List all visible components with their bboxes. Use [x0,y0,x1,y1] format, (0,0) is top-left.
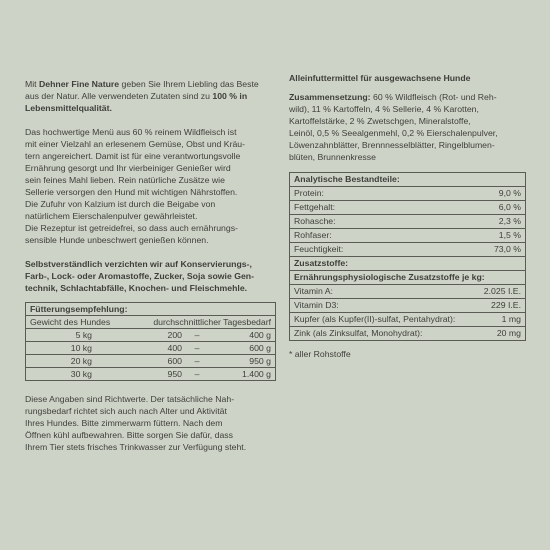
free-from-line: Selbstverständlich verzichten wir auf Konservierungs-, [25,259,252,269]
analysis-value: 1,5 % [475,229,525,243]
notes-line: Ihres Hundes. Bitte zimmerwarm füttern. Nach dem [25,418,223,428]
brand-name: Dehner Fine Nature [39,79,120,89]
composition-line: Leinöl, 0,5 % Seealgenmehl, 0,2 % Eierschalenpulver, [289,128,498,138]
feeding-dash: – [186,329,208,342]
additive-label: Zink (als Zinksulfat, Monohydrat): [294,328,423,338]
table-row [26,342,276,355]
description-line: Das hochwertige Menü aus 60 % reinem Wildfleisch ist [25,127,237,137]
analysis-table [289,172,526,341]
description-line: Sellerie versorgen den Hund mit wichtigen Nährstoffen. [25,187,238,197]
feeding-dash: – [194,369,200,379]
feeding-col-amount: durchschnittlicher Tagesbedarf [118,316,276,329]
table-row [26,368,276,381]
intro-paragraph [25,78,275,114]
notes-paragraph [25,393,275,453]
intro-text: geben Sie Ihrem Liebling das Beste aus der Natur. Alle verwendeten Zutaten sind zu [25,79,259,101]
additive-label: Vitamin D3: [290,299,476,313]
analysis-value: 73,0 % [475,243,525,257]
feeding-to: 1.400 g [242,369,271,379]
notes-line: Öffnen kühl aufbewahren. Bitte sorgen Sie dafür, dass [25,430,233,440]
free-from-paragraph [25,258,275,294]
analysis-label: Feuchtigkeit: [290,243,476,257]
composition-paragraph [289,91,526,163]
additive-value: 229 I.E. [475,299,525,313]
intro-text: Mit [25,79,39,89]
additive-label: Vitamin A: [290,285,476,299]
additive-value: 2.025 I.E. [475,285,525,299]
quality-claim: 100 % in Lebensmittelqualität. [25,91,248,113]
feeding-table [25,302,276,381]
additive-value: 1 mg [475,313,525,327]
feeding-to: 950 g [208,355,276,368]
free-from-line: Farb-, Lock- oder Aromastoffe, Zucker, Soja sowie Gen- [25,271,254,281]
table-row [290,327,526,341]
description-line: tern angereichert. Damit ist für eine verantwortungsvolle [25,151,241,161]
analysis-value: 9,0 % [475,187,525,201]
table-row [290,285,526,299]
analysis-label: Rohasche: [290,215,476,229]
description-line: sein feines Mahl lieben. Rein natürliche Zusätze wie [25,175,225,185]
composition-line: Löwenzahnblätter, Brennnesselblätter, Ringelblumen- [289,140,495,150]
table-row [290,313,526,327]
table-row [290,201,526,215]
description-line: mit einer Vielzahl an erlesenem Gemüse, Obst und Kräu- [25,139,246,149]
composition-line: Kartoffelstärke, 2 % Zwetschgen, Mineralstoffe, [289,116,471,126]
analysis-title: Analytische Bestandteile: [290,173,526,187]
analysis-label: Fettgehalt: [290,201,476,215]
feeding-weight: 5 kg [26,329,119,342]
feeding-title: Fütterungsempfehlung: [26,303,276,316]
additive-value: 20 mg [496,328,521,338]
table-row [26,355,276,368]
notes-line: Diese Angaben sind Richtwerte. Der tatsächliche Nah- [25,394,235,404]
feeding-from: 200 [118,329,186,342]
table-row [290,229,526,243]
composition-line: 60 % Wildfleisch (Rot- und Reh- [370,92,497,102]
feeding-from: 950 [167,369,182,379]
feeding-dash: – [186,342,208,355]
notes-line: Ihrem Tier stets frisches Trinkwasser zur Verfügung steht. [25,442,247,452]
composition-line: blüten, Brunnenkresse [289,152,376,162]
analysis-value: 6,0 % [475,201,525,215]
feeding-weight: 10 kg [26,342,119,355]
feeding-from: 600 [118,355,186,368]
right-column [289,72,526,360]
description-line: natürlichem Eierschalenpulver gewährleistet. [25,211,198,221]
footnote: * aller Rohstoffe [289,349,351,359]
feeding-to: 400 g [208,329,276,342]
analysis-value: 2,3 % [475,215,525,229]
composition-label: Zusammensetzung: [289,92,371,102]
description-line: Die Zufuhr von Kalzium ist durch die Beigabe von [25,199,216,209]
feeding-weight: 30 kg [70,369,92,379]
table-row [290,299,526,313]
description-line: sensible Hunde unbeschwert genießen können. [25,235,209,245]
left-column [25,78,275,453]
table-row [290,243,526,257]
free-from-line: technik, Schlachtabfälle, Knochen- und Fleischmehle. [25,283,248,293]
analysis-label: Rohfaser: [290,229,476,243]
table-row [290,215,526,229]
feeding-col-weight: Gewicht des Hundes [26,316,119,329]
composition-line: wild), 11 % Kartoffeln, 4 % Sellerie, 4 % Karotten, [289,104,479,114]
table-row [290,257,526,271]
additives-title: Zusatzstoffe: [290,257,526,271]
nutrition-additives-title: Ernährungsphysiologische Zusatzstoffe je kg: [290,271,526,285]
description-paragraph [25,126,275,246]
feeding-dash: – [186,355,208,368]
table-row [26,329,276,342]
table-row [290,187,526,201]
feeding-to: 600 g [208,342,276,355]
table-row [290,271,526,285]
feeding-from: 400 [118,342,186,355]
product-type-title: Alleinfuttermittel für ausgewachsene Hunde [289,73,471,83]
description-line: Die Rezeptur ist getreidefrei, so dass auch ernährungs- [25,223,238,233]
additive-label: Kupfer (als Kupfer(II)-sulfat, Pentahydrat): [290,313,476,327]
notes-line: rungsbedarf richtet sich auch nach Alter und Aktivität [25,406,227,416]
feeding-weight: 20 kg [26,355,119,368]
description-line: Ernährung gesorgt und Ihr vierbeiniger Genießer wird [25,163,231,173]
analysis-label: Protein: [290,187,476,201]
